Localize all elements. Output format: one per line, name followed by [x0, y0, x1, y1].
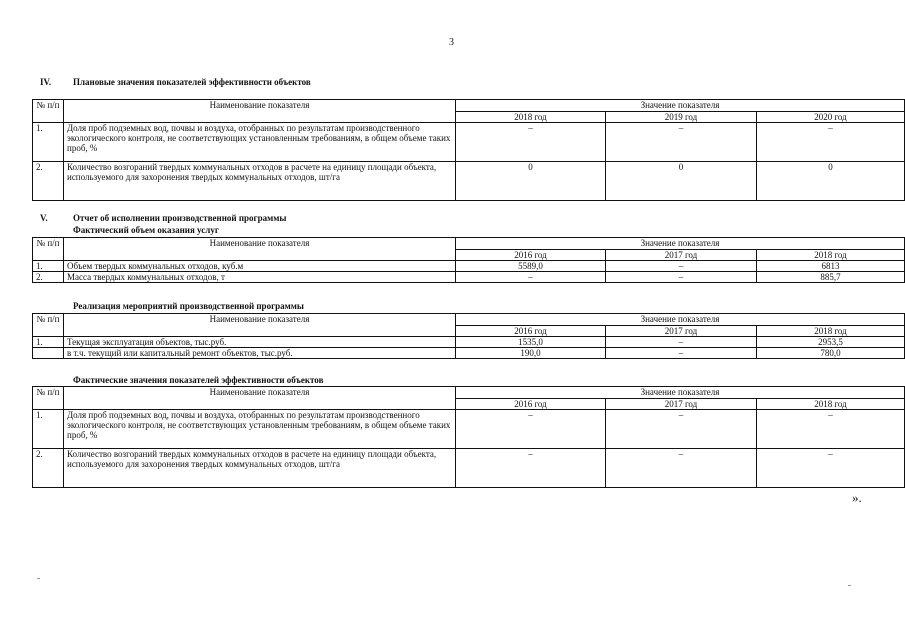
- closing-quote-mark: ».: [852, 490, 862, 505]
- table-row: [33, 449, 905, 488]
- row-value: –: [606, 261, 757, 272]
- header-value: Значение показателя: [456, 387, 905, 399]
- row-value: 0: [606, 162, 757, 201]
- header-name: Наименование показателя: [64, 100, 456, 123]
- row-name: Доля проб подземных вод, почвы и воздуха, отобранных по результатам производственного экологического контроля, не соответствующих установленным требованиям, в общем объеме таких проб, %: [64, 123, 456, 162]
- row-value: –: [757, 123, 905, 162]
- header-year: 2016 год: [456, 399, 606, 410]
- section-v-heading: [40, 213, 286, 223]
- subsection-title: Фактические значения показателей эффективности объектов: [73, 375, 324, 385]
- header-year: 2018 год: [757, 399, 905, 410]
- header-year: 2017 год: [606, 326, 757, 337]
- program-activities-table: [32, 313, 905, 359]
- section-title: Плановые значения показателей эффективности объектов: [73, 77, 311, 87]
- row-number: 2.: [33, 162, 64, 201]
- actual-indicators-table: [32, 386, 905, 488]
- table-row: [33, 162, 905, 201]
- row-value: –: [606, 272, 757, 283]
- row-value: 5589,0: [456, 261, 606, 272]
- row-value: –: [606, 337, 757, 348]
- row-name: Объем твердых коммунальных отходов, куб.м: [64, 261, 456, 272]
- header-num: № п/п: [33, 387, 64, 410]
- services-volume-table: [32, 237, 905, 283]
- row-value: –: [606, 123, 757, 162]
- scan-speck: [37, 578, 40, 579]
- header-value: Значение показателя: [456, 314, 905, 326]
- scan-speck: [848, 585, 851, 586]
- row-value: –: [606, 449, 757, 488]
- row-value: –: [456, 449, 606, 488]
- header-year: 2016 год: [456, 326, 606, 337]
- table-row: [33, 123, 905, 162]
- header-year: 2018 год: [456, 112, 606, 123]
- row-value: –: [456, 410, 606, 449]
- page-number: 3: [449, 37, 454, 48]
- header-year: 2018 год: [757, 250, 905, 261]
- header-value: Значение показателя: [456, 238, 905, 250]
- row-value: 1535,0: [456, 337, 606, 348]
- header-num: № п/п: [33, 238, 64, 261]
- row-number: 1.: [33, 123, 64, 162]
- row-number: [33, 348, 64, 359]
- table-row: [33, 272, 905, 283]
- row-number: 1.: [33, 410, 64, 449]
- row-value: 0: [456, 162, 606, 201]
- section-number: IV.: [40, 77, 52, 87]
- header-value: Значение показателя: [456, 100, 905, 112]
- header-year: 2018 год: [757, 326, 905, 337]
- row-value: 0: [757, 162, 905, 201]
- row-value: 885,7: [757, 272, 905, 283]
- table-row: [33, 261, 905, 272]
- header-year: 2019 год: [606, 112, 757, 123]
- header-num: № п/п: [33, 314, 64, 337]
- row-name: в т.ч. текущий или капитальный ремонт объектов, тыс.руб.: [64, 348, 456, 359]
- row-value: –: [456, 272, 606, 283]
- table-row: [33, 337, 905, 348]
- row-name: Количество возгораний твердых коммунальных отходов в расчете на единицу площади объекта, используемого для захоронения твердых коммунальных отходов, шт/га: [64, 162, 456, 201]
- header-name: Наименование показателя: [64, 314, 456, 337]
- header-year: 2017 год: [606, 399, 757, 410]
- section-iv-heading: [40, 77, 311, 87]
- row-value: –: [757, 449, 905, 488]
- subsection-title: Фактический объем оказания услуг: [73, 225, 219, 235]
- row-value: –: [606, 410, 757, 449]
- section-title: Отчет об исполнении производственной программы: [73, 213, 287, 223]
- subsection-title: Реализация мероприятий производственной программы: [73, 301, 304, 311]
- header-name: Наименование показателя: [64, 238, 456, 261]
- row-value: –: [456, 123, 606, 162]
- header-year: 2020 год: [757, 112, 905, 123]
- table-row: [33, 410, 905, 449]
- row-value: –: [757, 410, 905, 449]
- header-name: Наименование показателя: [64, 387, 456, 410]
- row-value: –: [606, 348, 757, 359]
- row-name: Количество возгораний твердых коммунальных отходов в расчете на единицу площади объекта, используемого для захоронения твердых коммунальных отходов, шт/га: [64, 449, 456, 488]
- row-number: 1.: [33, 261, 64, 272]
- row-name: Масса твердых коммунальных отходов, т: [64, 272, 456, 283]
- row-value: 2953,5: [757, 337, 905, 348]
- row-value: 190,0: [456, 348, 606, 359]
- header-num: № п/п: [33, 100, 64, 123]
- section-number: V.: [40, 213, 48, 223]
- row-name: Текущая эксплуатация объектов, тыс.руб.: [64, 337, 456, 348]
- row-name: Доля проб подземных вод, почвы и воздуха, отобранных по результатам производственного экологического контроля, не соответствующих установленным требованиям, в общем объеме таких проб, %: [64, 410, 456, 449]
- row-value: 6813: [757, 261, 905, 272]
- row-number: 2.: [33, 272, 64, 283]
- table-row: [33, 348, 905, 359]
- header-year: 2017 год: [606, 250, 757, 261]
- header-year: 2016 год: [456, 250, 606, 261]
- planned-indicators-table: [32, 99, 905, 201]
- row-number: 1.: [33, 337, 64, 348]
- row-number: 2.: [33, 449, 64, 488]
- row-value: 780,0: [757, 348, 905, 359]
